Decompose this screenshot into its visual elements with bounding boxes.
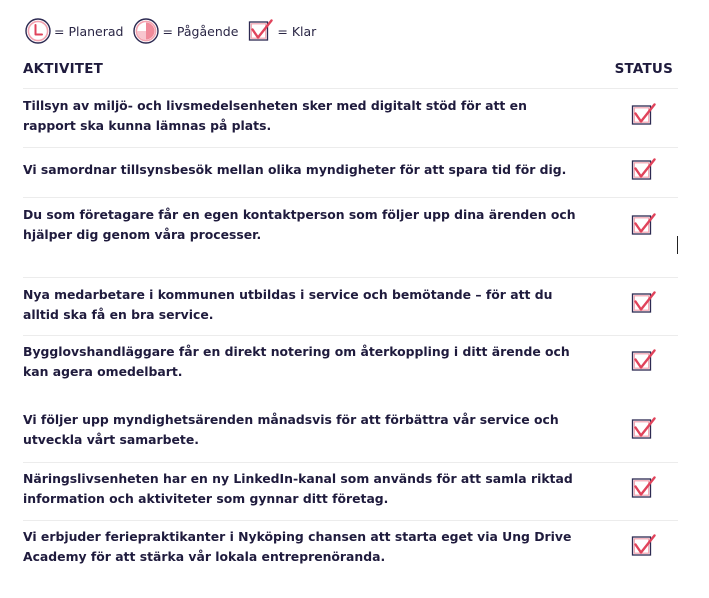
activity-text: Vi följer upp myndighetsärenden månadsvis för att förbättra vår service och utveckla vårt samarbete. (23, 412, 559, 447)
activity-text: Bygglovshandläggare får en direkt notering om återkoppling i ditt ärende och kan agera omedelbart. (23, 344, 570, 379)
row-divider (23, 88, 678, 89)
planned-clock-icon (24, 17, 52, 45)
row-divider (23, 462, 678, 463)
column-header-status: STATUS (614, 61, 673, 77)
legend-planned-label: = Planerad (54, 23, 124, 39)
ongoing-progress-icon (132, 17, 160, 45)
status-done-check-icon (630, 474, 658, 502)
row-divider (23, 335, 678, 336)
activity-text: Vi samordnar tillsynsbesök mellan olika myndigheter för att spara tid för dig. (23, 162, 567, 177)
legend-planned (24, 17, 123, 45)
table-header (23, 58, 673, 80)
check-box-icon (247, 17, 275, 45)
activity-text: Tillsyn av miljö- och livsmedelsenheten sker med digitalt stöd för att en rapport ska kunna lämnas på plats. (23, 98, 527, 133)
row-divider (23, 520, 678, 521)
activity-text: Nya medarbetare i kommunen utbildas i service och bemötande – för att du alltid ska få en bra service. (23, 287, 553, 322)
activity-text: Du som företagare får en egen kontaktperson som följer upp dina ärenden och hjälper dig genom våra processer. (23, 207, 576, 242)
status-legend (24, 17, 325, 45)
legend-ongoing (132, 17, 238, 45)
activity-text: Vi erbjuder feriepraktikanter i Nyköping chansen att starta eget via Ung Drive Academy för att stärka vår lokala entreprenöranda. (23, 529, 572, 564)
status-done-check-icon (630, 101, 658, 129)
activity-text: Näringslivsenheten har en ny LinkedIn-kanal som används för att samla riktad information och aktiviteter som gynnar ditt företag. (23, 471, 573, 506)
status-done-check-icon (630, 415, 658, 443)
status-done-check-icon (630, 347, 658, 375)
status-done-check-icon (630, 156, 658, 184)
row-divider (23, 277, 678, 278)
text-cursor (677, 236, 678, 254)
status-done-check-icon (630, 532, 658, 560)
status-done-check-icon (630, 289, 658, 317)
legend-done-label: = Klar (277, 23, 317, 39)
column-header-activity: AKTIVITET (23, 61, 104, 77)
status-done-check-icon (630, 211, 658, 239)
row-divider (23, 147, 678, 148)
legend-ongoing-label: = Pågående (162, 23, 239, 39)
legend-done (247, 17, 316, 45)
row-divider (23, 197, 678, 198)
